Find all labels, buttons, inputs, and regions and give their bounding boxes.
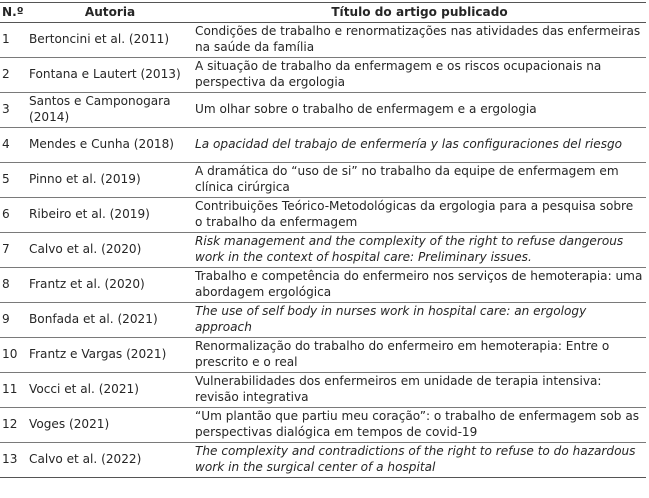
row-article-title: Contribuições Teórico-Metodológicas da ergologia para a pesquisa sobre o trabalho da enfermagem xyxy=(193,198,646,233)
row-author: Pinno et al. (2019) xyxy=(27,163,193,198)
table-row xyxy=(0,408,646,443)
row-article-title: “Um plantão que partiu meu coração”: o trabalho de enfermagem sob as perspectivas dialógica em tempos de covid-19 xyxy=(193,408,646,443)
row-number: 13 xyxy=(0,443,27,478)
header-author: Autoria xyxy=(27,3,193,23)
row-article-title: Condições de trabalho e renormatizações nas atividades das enfermeiras na saúde da família xyxy=(193,23,646,58)
table-row xyxy=(0,93,646,128)
row-author: Mendes e Cunha (2018) xyxy=(27,128,193,163)
row-number: 2 xyxy=(0,58,27,93)
table-row xyxy=(0,373,646,408)
row-author: Calvo et al. (2020) xyxy=(27,233,193,268)
row-number: 1 xyxy=(0,23,27,58)
table-row xyxy=(0,198,646,233)
row-author: Frantz et al. (2020) xyxy=(27,268,193,303)
row-article-title: The use of self body in nurses work in hospital care: an ergology approach xyxy=(193,303,646,338)
header-row xyxy=(0,3,646,23)
articles-table xyxy=(0,2,646,478)
table-row xyxy=(0,268,646,303)
row-number: 10 xyxy=(0,338,27,373)
table-body xyxy=(0,23,646,478)
row-number: 5 xyxy=(0,163,27,198)
row-article-title: A dramática do “uso de si” no trabalho da equipe de enfermagem em clínica cirúrgica xyxy=(193,163,646,198)
row-number: 6 xyxy=(0,198,27,233)
row-article-title: La opacidad del trabajo de enfermería y las configuraciones del riesgo xyxy=(193,128,646,163)
row-number: 12 xyxy=(0,408,27,443)
row-number: 7 xyxy=(0,233,27,268)
row-article-title: Um olhar sobre o trabalho de enfermagem e a ergologia xyxy=(193,93,646,128)
row-author: Frantz e Vargas (2021) xyxy=(27,338,193,373)
table-row xyxy=(0,23,646,58)
table-row xyxy=(0,163,646,198)
row-author: Fontana e Lautert (2013) xyxy=(27,58,193,93)
header-title: Título do artigo publicado xyxy=(193,3,646,23)
table-header xyxy=(0,3,646,23)
row-author: Calvo et al. (2022) xyxy=(27,443,193,478)
row-number: 9 xyxy=(0,303,27,338)
row-number: 4 xyxy=(0,128,27,163)
row-article-title: The complexity and contradictions of the right to refuse to do hazardous work in the surgical center of a hospital xyxy=(193,443,646,478)
row-article-title: Renormalização do trabalho do enfermeiro em hemoterapia: Entre o prescrito e o real xyxy=(193,338,646,373)
row-author: Santos e Camponogara (2014) xyxy=(27,93,193,128)
table-row xyxy=(0,58,646,93)
table-row xyxy=(0,128,646,163)
row-author: Vocci et al. (2021) xyxy=(27,373,193,408)
table-row xyxy=(0,443,646,478)
row-article-title: Trabalho e competência do enfermeiro nos serviços de hemoterapia: uma abordagem ergológica xyxy=(193,268,646,303)
row-author: Bonfada et al. (2021) xyxy=(27,303,193,338)
row-author: Bertoncini et al. (2011) xyxy=(27,23,193,58)
row-number: 8 xyxy=(0,268,27,303)
row-author: Voges (2021) xyxy=(27,408,193,443)
table-row xyxy=(0,338,646,373)
row-article-title: A situação de trabalho da enfermagem e os riscos ocupacionais na perspectiva da ergologia xyxy=(193,58,646,93)
row-article-title: Vulnerabilidades dos enfermeiros em unidade de terapia intensiva: revisão integrativa xyxy=(193,373,646,408)
table-row xyxy=(0,303,646,338)
row-article-title: Risk management and the complexity of the right to refuse dangerous work in the context of hospital care: Preliminary issues. xyxy=(193,233,646,268)
row-number: 11 xyxy=(0,373,27,408)
header-number: N.º xyxy=(0,3,27,23)
row-author: Ribeiro et al. (2019) xyxy=(27,198,193,233)
row-number: 3 xyxy=(0,93,27,128)
table-row xyxy=(0,233,646,268)
